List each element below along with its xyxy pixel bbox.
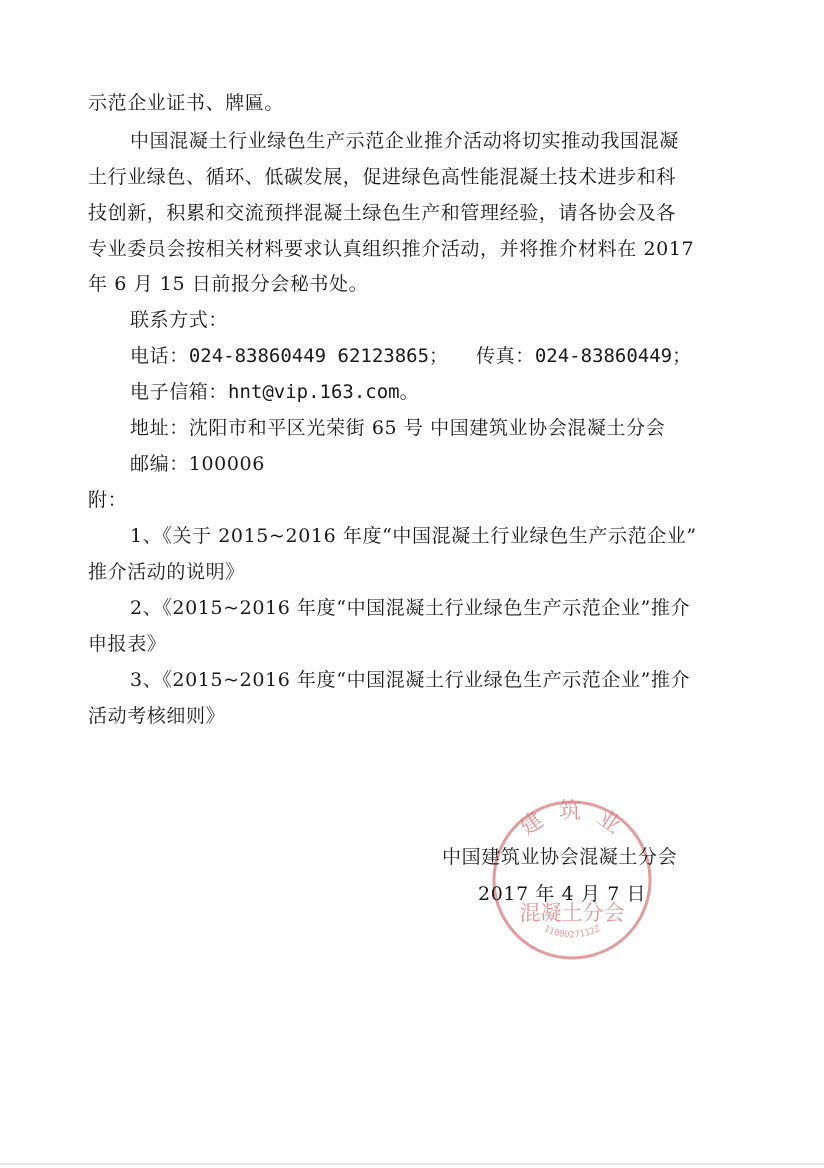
body-line-1: 示范企业证书、牌匾。 [88,92,285,114]
body-line-5: 专业委员会按相关材料要求认真组织推介活动，并将推介材料在 2017 [88,238,695,260]
attachment-2-line-1: 2、《2015~2016 年度“中国混凝土行业绿色生产示范企业”推介 [130,597,691,619]
email-label: 电子信箱： [130,381,229,403]
svg-text:建 筑 业 [516,799,629,841]
body-line-6: 年 6 月 15 日前报分会秘书处。 [88,273,369,295]
fax-row [476,343,691,369]
page-bottom-edge [0,1163,824,1165]
attachment-1-line-2: 推介活动的说明》 [88,561,245,583]
attachment-3-line-1: 3、《2015~2016 年度“中国混凝土行业绿色生产示范企业”推介 [130,669,691,691]
phone-row [130,343,448,369]
signature-org: 中国建筑业协会混凝土分会 [442,846,678,868]
attachment-1-line-1: 1、《关于 2015~2016 年度“中国混凝土行业绿色生产示范企业” [130,525,697,547]
fax-label: 传真： [476,345,535,367]
fax-value: 024-83860449； [534,345,692,367]
svg-text:1100027112Z [542,924,603,941]
email-value: hnt@vip.163.com。 [228,381,419,403]
body-line-2: 中国混凝土行业绿色生产示范企业推介活动将切实推动我国混凝 [130,130,679,152]
seal-stamp-icon [488,796,656,964]
stamp-code-text: 1100027112Z [542,924,602,941]
body-line-4: 技创新，积累和交流预拌混凝土绿色生产和管理经验，请各协会及各 [88,202,677,224]
contact-heading: 联系方式： [130,309,229,331]
email-row [130,379,419,405]
phone-value: 024-83860449 62123865； [188,345,449,367]
signature-date: 2017 年 4 月 7 日 [478,883,647,905]
address-line: 地址：沈阳市和平区光荣街 65 号 中国建筑业协会混凝土分会 [130,417,666,439]
attachments-heading: 附： [88,489,128,511]
body-line-3: 土行业绿色、循环、低碳发展，促进绿色高性能混凝土技术进步和科 [88,166,677,188]
postcode-line: 邮编：100006 [130,453,265,475]
stamp-bottom-text: 混凝土分会 [519,901,625,925]
attachment-3-line-2: 活动考核细则》 [88,705,226,727]
stamp-top-text: 建 筑 业 [515,799,629,842]
attachment-2-line-2: 申报表》 [88,633,167,655]
phone-label: 电话： [130,345,189,367]
